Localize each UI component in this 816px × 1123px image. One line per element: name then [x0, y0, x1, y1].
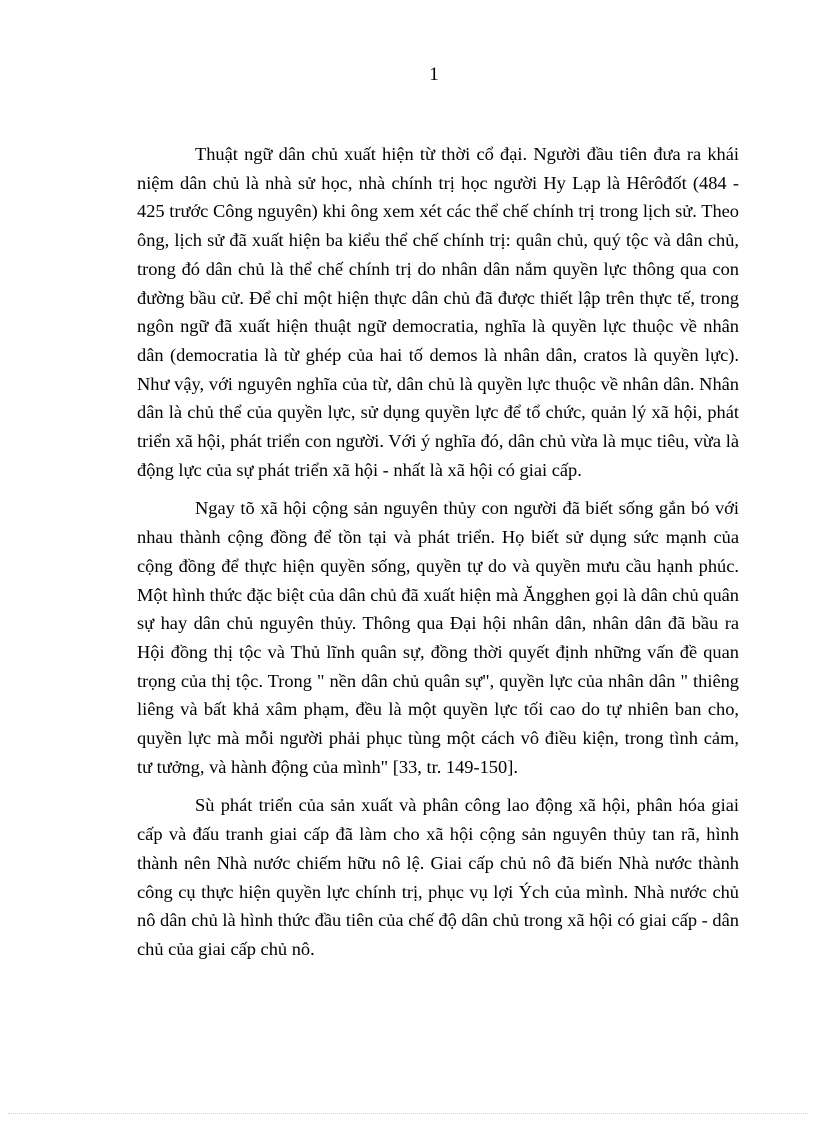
page-number: 1: [429, 64, 439, 85]
page-bottom-border: [8, 1113, 808, 1114]
body-text: [137, 140, 739, 974]
paragraph-3: Sù phát triển của sản xuất và phân công lao động xã hội, phân hóa giai cấp và đấu tranh giai cấp đã làm cho xã hội cộng sản nguyên thủy tan rã, hình thành nên Nhà nước chiếm hữu nô lệ. Giai cấp chủ nô đã biến Nhà nước thành công cụ thực hiện quyền lực chính trị, phục vụ lợi Ých của mình. Nhà nước chủ nô dân chủ là hình thức đầu tiên của chế độ dân chủ trong xã hội có giai cấp - dân chủ của giai cấp chủ nô.: [137, 795, 739, 959]
paragraph-2: Ngay tõ xã hội cộng sản nguyên thủy con người đã biết sống gắn bó với nhau thành cộng đồng để tồn tại và phát triển. Họ biết sử dụng sức mạnh của cộng đồng để thực hiện quyền sống, quyền tự do và quyền mưu cầu hạnh phúc. Một hình thức đặc biệt của dân chủ đã xuất hiện mà Ăngghen gọi là dân chủ quân sự hay dân chủ nguyên thủy. Thông qua Đại hội nhân dân, nhân dân đã bầu ra Hội đồng thị tộc và Thủ lĩnh quân sự, đồng thời quyết định những vấn đề quan trọng của thị tộc. Trong " nền dân chủ quân sự", quyền lực của nhân dân " thiêng liêng và bất khả xâm phạm, đều là một quyền lực tối cao do tự nhiên ban cho, quyền lực mà mỗi người phải phục tùng một cách vô điều kiện, trong tình cảm, tư tưởng, và hành động của mình" [33, tr. 149-150].: [137, 498, 739, 777]
paragraph-1: Thuật ngữ dân chủ xuất hiện từ thời cổ đại. Người đầu tiên đưa ra khái niệm dân chủ là nhà sử học, nhà chính trị học người Hy Lạp là Hêrôđốt (484 - 425 trước Công nguyên) khi ông xem xét các thể chế chính trị trong lịch sử. Theo ông, lịch sử đã xuất hiện ba kiểu thể chế chính trị: quân chủ, quý tộc và dân chủ, trong đó dân chủ là thể chế chính trị do nhân dân nắm quyền lực thông qua con đường bầu cử. Để chỉ một hiện thực dân chủ đã được thiết lập trên thực tế, trong ngôn ngữ đã xuất hiện thuật ngữ democratia, nghĩa là quyền lực thuộc về nhân dân (democratia là từ ghép của hai tố demos là nhân dân, cratos là quyền lực). Như vậy, với nguyên nghĩa của từ, dân chủ là quyền lực thuộc về nhân dân. Nhân dân là chủ thể của quyền lực, sử dụng quyền lực để tổ chức, quản lý xã hội, phát triển xã hội, phát triển con người. Với ý nghĩa đó, dân chủ vừa là mục tiêu, vừa là động lực của sự phát triển xã hội - nhất là xã hội có giai cấp.: [137, 144, 739, 480]
